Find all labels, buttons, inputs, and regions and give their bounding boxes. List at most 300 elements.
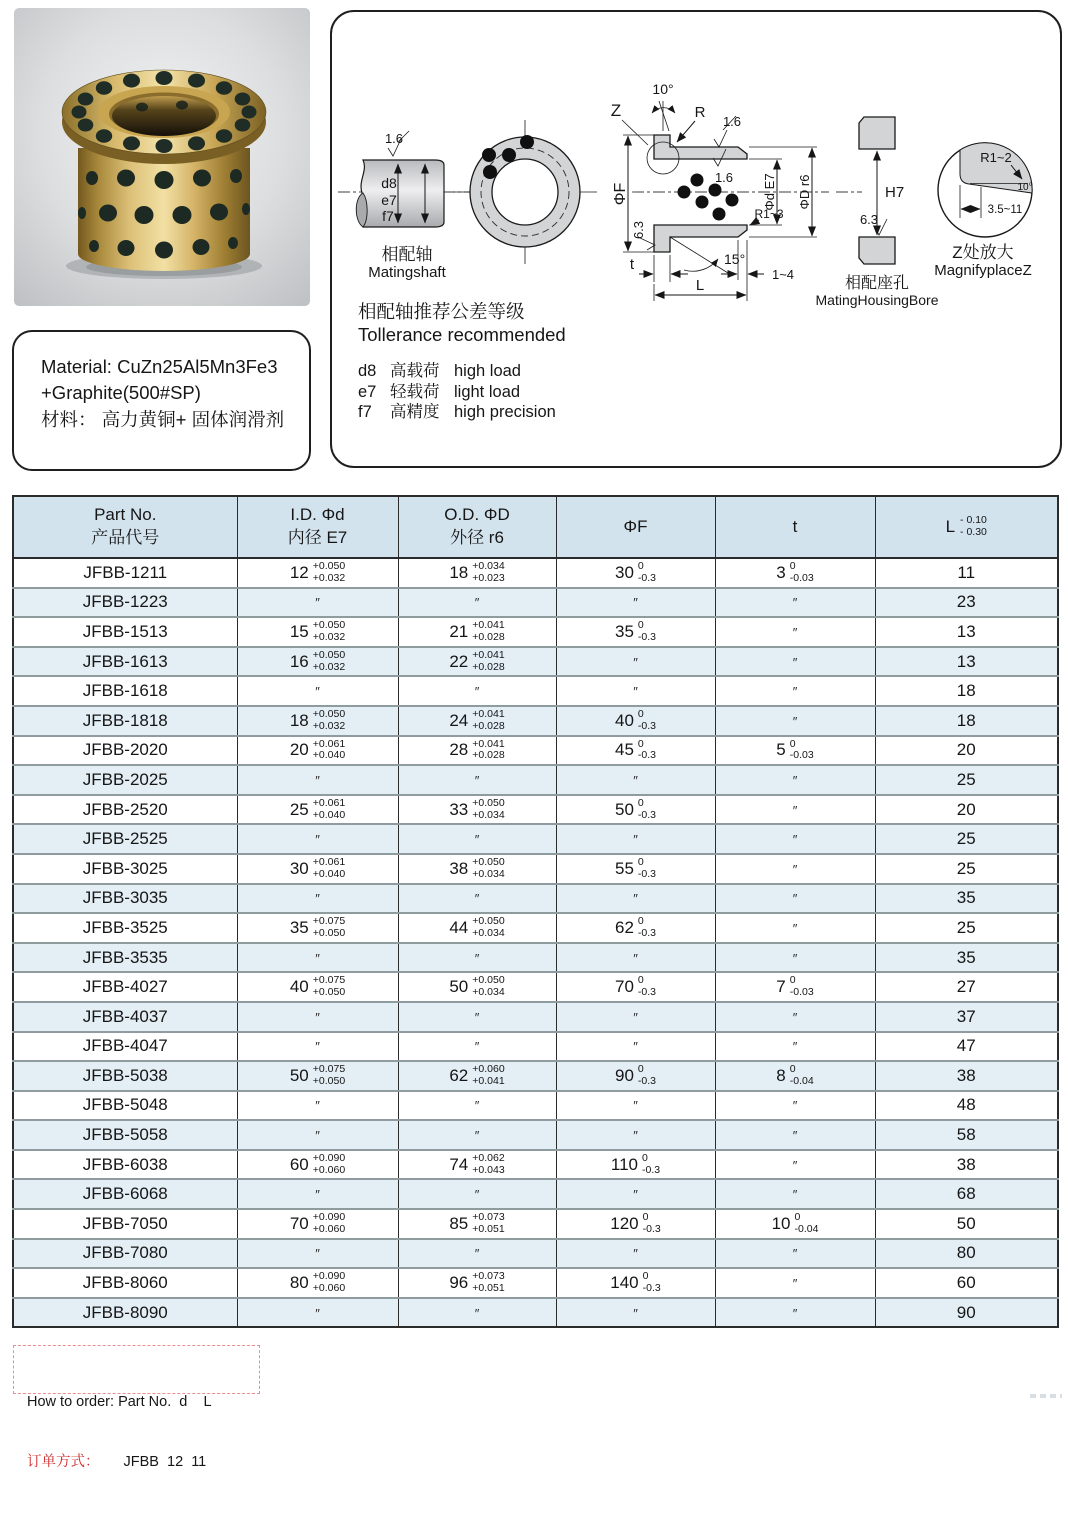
ditto-mark: ″ [474, 1098, 480, 1114]
part-no-cell: JFBB-2025 [13, 765, 237, 795]
tolerance-upper: 0 [642, 1151, 648, 1164]
od-cell [398, 1061, 556, 1091]
tolerance-upper: +0.050 [312, 708, 346, 721]
tolerance-lower: -0.3 [637, 926, 656, 939]
id-cell [237, 795, 398, 825]
dimension-value: 21 [449, 621, 469, 641]
cross-section-drawing [611, 81, 829, 301]
length-cell: 20 [875, 795, 1058, 825]
od-cell [398, 1091, 556, 1121]
tolerance-lower: -0.3 [637, 571, 656, 584]
f-cell [556, 795, 715, 825]
dimension-value: 62 [449, 1065, 469, 1085]
od-cell [398, 1239, 556, 1269]
od-cell [398, 943, 556, 973]
tolerance-lower: +0.032 [312, 719, 346, 732]
dimension-value: 70 [614, 977, 634, 997]
length-cell: 25 [875, 854, 1058, 884]
tolerance-upper: +0.073 [472, 1211, 505, 1224]
section-angle-top-label: 10° [652, 81, 674, 97]
tolerance-upper: 0 [637, 974, 644, 987]
od-cell [398, 854, 556, 884]
ditto-mark: ″ [792, 772, 798, 788]
tolerance-upper: 0 [637, 560, 644, 573]
f-cell [556, 706, 715, 736]
magnify-caption-zh: Z处放大 [952, 243, 1014, 262]
ditto-mark: ″ [792, 1187, 798, 1203]
tolerance-upper: +0.041 [472, 737, 505, 750]
id-cell [237, 706, 398, 736]
housing-caption-en: MatingHousingBore [815, 292, 939, 308]
id-cell [237, 617, 398, 647]
tolerance-lower: -0.3 [642, 1222, 661, 1235]
id-cell [237, 1120, 398, 1150]
od-cell [398, 558, 556, 588]
length-cell: 25 [875, 824, 1058, 854]
id-cell [237, 1091, 398, 1121]
bushing-photo-graphic [14, 8, 310, 306]
id-cell [237, 913, 398, 943]
tolerance-en: light load [454, 382, 521, 401]
od-cell [398, 765, 556, 795]
dimension-value: 7 [776, 977, 786, 997]
table-row [13, 588, 1058, 618]
tolerance-lower: +0.051 [472, 1282, 505, 1295]
shaft-d8-label: d8 [381, 175, 397, 191]
ditto-mark: ″ [474, 1009, 480, 1025]
ditto-mark: ″ [474, 595, 480, 611]
length-cell: 27 [875, 972, 1058, 1002]
ditto-mark: ″ [633, 1039, 638, 1055]
f-cell [556, 676, 715, 706]
tolerance-lower: -0.3 [637, 1074, 656, 1087]
col-header-l [875, 496, 1058, 558]
f-cell [556, 1061, 715, 1091]
od-cell [398, 676, 556, 706]
shaft-f7-label: f7 [382, 208, 394, 224]
material-line-2: +Graphite(500#SP) [41, 382, 201, 404]
tolerance-lower: +0.028 [472, 719, 505, 732]
f-cell [556, 1268, 715, 1298]
part-no-cell: JFBB-4027 [13, 972, 237, 1002]
part-no-cell: JFBB-7050 [13, 1209, 237, 1239]
t-cell [715, 1209, 875, 1239]
tolerance-upper: +0.041 [472, 708, 505, 721]
tolerance-lower: +0.034 [472, 867, 505, 880]
table-row [13, 647, 1058, 677]
tolerance-lower: -0.3 [637, 719, 656, 732]
tolerance-upper: +0.061 [312, 796, 346, 809]
id-cell [237, 588, 398, 618]
col-header-t [715, 496, 875, 558]
length-cell: 13 [875, 617, 1058, 647]
tolerance-lower: +0.050 [312, 1074, 346, 1087]
table-row [13, 795, 1058, 825]
dimension-value: 35 [289, 917, 309, 937]
id-cell [237, 1209, 398, 1239]
order-label-zh: 订单方式： [27, 1454, 100, 1471]
dimension-value: 55 [614, 858, 634, 878]
tolerance-upper: +0.041 [472, 619, 505, 632]
col-header-id [237, 496, 398, 558]
f-cell [556, 913, 715, 943]
f-cell [556, 647, 715, 677]
technical-drawing-box [330, 10, 1062, 468]
table-row [13, 1091, 1058, 1121]
tolerance-upper: +0.090 [312, 1211, 346, 1224]
ditto-mark: ″ [792, 1039, 798, 1055]
t-cell [715, 795, 875, 825]
part-no-cell: JFBB-6038 [13, 1150, 237, 1180]
tolerance-upper: +0.075 [312, 974, 346, 987]
page-number-remnant [1030, 1394, 1062, 1398]
tolerance-lower: -0.03 [789, 986, 814, 999]
ditto-mark: ″ [315, 832, 320, 848]
ditto-mark: ″ [792, 624, 798, 640]
tolerance-item [358, 361, 566, 382]
ditto-mark: ″ [633, 832, 638, 848]
ditto-mark: ″ [315, 1246, 320, 1262]
tolerance-upper: +0.050 [472, 855, 505, 868]
table-row [13, 558, 1058, 588]
dimension-value: 90 [614, 1065, 634, 1085]
f-cell [556, 558, 715, 588]
part-no-cell: JFBB-5048 [13, 1091, 237, 1121]
f-cell [556, 1298, 715, 1328]
t-cell [715, 1002, 875, 1032]
part-no-cell: JFBB-6068 [13, 1179, 237, 1209]
dimension-value: 62 [614, 917, 634, 937]
tolerance-lower: -0.03 [789, 571, 814, 584]
part-no-cell: JFBB-3535 [13, 943, 237, 973]
ditto-mark: ″ [633, 772, 638, 788]
tolerance-lower: +0.043 [472, 1163, 505, 1176]
tolerance-upper: +0.090 [312, 1270, 346, 1283]
part-no-cell: JFBB-7080 [13, 1239, 237, 1269]
tolerance-upper: 0 [789, 1063, 796, 1076]
dimension-value: 12 [289, 562, 309, 582]
length-cell: 25 [875, 765, 1058, 795]
t-cell [715, 706, 875, 736]
id-cell [237, 884, 398, 914]
t-cell [715, 824, 875, 854]
tolerance-lower: +0.028 [472, 749, 505, 762]
dimension-value: 40 [289, 977, 309, 997]
ditto-mark: ″ [474, 772, 480, 788]
od-cell [398, 1298, 556, 1328]
tolerance-lower: +0.060 [312, 1163, 346, 1176]
tolerance-lower: -0.3 [637, 630, 656, 643]
f-cell [556, 972, 715, 1002]
tolerance-lower: -0.04 [794, 1222, 819, 1235]
spec-table [12, 495, 1059, 1328]
ditto-mark: ″ [792, 1305, 798, 1321]
t-cell [715, 1120, 875, 1150]
id-cell [237, 1239, 398, 1269]
part-no-cell: JFBB-8090 [13, 1298, 237, 1328]
dimension-value: 50 [289, 1065, 309, 1085]
tolerance-upper: +0.075 [312, 915, 346, 928]
table-row [13, 1179, 1058, 1209]
table-row [13, 736, 1058, 766]
material-line-1: Material: CuZn25Al5Mn3Fe3 [41, 356, 278, 377]
col-header-f-label: ΦF [623, 516, 648, 536]
ditto-mark: ″ [474, 1305, 480, 1321]
ditto-mark: ″ [633, 684, 638, 700]
tolerance-grade: d8 [358, 362, 377, 381]
tolerance-lower: +0.034 [472, 986, 505, 999]
col-header-part-zh: 产品代号 [91, 528, 160, 547]
tolerance-upper: +0.050 [472, 796, 505, 809]
ditto-mark: ″ [633, 1009, 638, 1025]
f-cell [556, 884, 715, 914]
t-cell [715, 884, 875, 914]
tolerance-upper: +0.041 [472, 648, 505, 661]
tolerance-lower: -0.03 [789, 749, 814, 762]
f-cell [556, 617, 715, 647]
f-cell [556, 824, 715, 854]
dimension-value: 70 [289, 1213, 309, 1233]
section-angle-bottom-label: 15° [724, 251, 746, 267]
material-info-box [12, 330, 311, 471]
length-cell: 47 [875, 1032, 1058, 1062]
order-box [13, 1345, 260, 1471]
tolerance-lower: +0.050 [312, 926, 346, 939]
f-cell [556, 1032, 715, 1062]
ditto-mark: ″ [315, 1128, 320, 1144]
length-cell: 37 [875, 1002, 1058, 1032]
shaft-e7-label: e7 [381, 192, 397, 208]
tolerance-lower: -0.3 [642, 1282, 661, 1295]
tolerance-lower: -0.3 [642, 1163, 661, 1176]
ditto-mark: ″ [792, 950, 798, 966]
ditto-mark: ″ [633, 1098, 638, 1114]
f-cell [556, 1209, 715, 1239]
tolerance-upper: 0 [637, 619, 644, 632]
ditto-mark: ″ [315, 891, 320, 907]
dimension-value: 15 [289, 621, 309, 641]
length-cell: 35 [875, 943, 1058, 973]
tolerance-item [358, 382, 566, 403]
col-header-part-en: Part No. [94, 505, 157, 525]
f-cell [556, 1150, 715, 1180]
dimension-value: 74 [449, 1154, 469, 1174]
od-cell [398, 736, 556, 766]
ditto-mark: ″ [792, 832, 798, 848]
housing-caption-zh: 相配座孔 [844, 275, 910, 292]
t-cell [715, 1061, 875, 1091]
f-cell [556, 588, 715, 618]
magnify-range-note: 3.5~11 [987, 204, 1023, 216]
magnify-radius-note: R1~2 [980, 150, 1012, 165]
table-row [13, 1209, 1058, 1239]
dimension-value: 85 [449, 1213, 469, 1233]
dimension-value: 18 [449, 562, 469, 582]
length-cell: 13 [875, 647, 1058, 677]
tolerance-lower: +0.034 [472, 926, 505, 939]
length-cell: 18 [875, 676, 1058, 706]
col-header-id-zh: 内径 E7 [287, 528, 348, 547]
magnify-z-drawing [934, 143, 1032, 279]
t-cell [715, 1091, 875, 1121]
part-no-cell: JFBB-4037 [13, 1002, 237, 1032]
part-no-cell: JFBB-1223 [13, 588, 237, 618]
od-cell [398, 1120, 556, 1150]
id-cell [237, 1298, 398, 1328]
od-cell [398, 884, 556, 914]
length-cell: 90 [875, 1298, 1058, 1328]
tolerance-note [358, 300, 566, 423]
tolerance-lower: +0.040 [312, 867, 346, 880]
od-cell [398, 795, 556, 825]
t-cell [715, 676, 875, 706]
part-no-cell: JFBB-5058 [13, 1120, 237, 1150]
tolerance-en: high precision [454, 403, 556, 422]
dimension-value: 120 [610, 1213, 639, 1233]
t-cell [715, 736, 875, 766]
od-cell [398, 647, 556, 677]
f-cell [556, 1239, 715, 1269]
length-cell: 50 [875, 1209, 1058, 1239]
length-cell: 38 [875, 1150, 1058, 1180]
ditto-mark: ″ [792, 654, 798, 670]
tolerance-lower: +0.040 [312, 749, 346, 762]
tolerance-upper: +0.050 [312, 619, 346, 632]
ditto-mark: ″ [474, 1187, 480, 1203]
f-cell [556, 736, 715, 766]
tolerance-lower: +0.034 [472, 808, 505, 821]
ditto-mark: ″ [474, 891, 480, 907]
material-line-3: 材料： 高力黄铜+ 固体润滑剂 [41, 408, 285, 430]
id-cell [237, 1032, 398, 1062]
od-cell [398, 824, 556, 854]
table-row [13, 1150, 1058, 1180]
ditto-mark: ″ [792, 1276, 798, 1292]
id-cell [237, 1268, 398, 1298]
ditto-mark: ″ [633, 891, 638, 907]
id-cell [237, 676, 398, 706]
ditto-mark: ″ [474, 684, 480, 700]
ditto-mark: ″ [792, 891, 798, 907]
section-phiD-label: ΦD r6 [797, 174, 812, 210]
ditto-mark: ″ [792, 861, 798, 877]
section-rough-bore-label: 1.6 [714, 170, 734, 185]
front-view-drawing [453, 120, 597, 264]
f-cell [556, 1179, 715, 1209]
ditto-mark: ″ [315, 1305, 320, 1321]
tolerance-lower: +0.060 [312, 1222, 346, 1235]
table-row [13, 1061, 1058, 1091]
table-row [13, 765, 1058, 795]
section-phiF-label: ΦF [612, 182, 629, 206]
dimension-value: 50 [449, 977, 469, 997]
part-no-cell: JFBB-5038 [13, 1061, 237, 1091]
dimension-value: 50 [614, 799, 634, 819]
part-no-cell: JFBB-1513 [13, 617, 237, 647]
t-cell [715, 972, 875, 1002]
t-cell [715, 558, 875, 588]
section-rough-top-label: 1.6 [722, 114, 742, 129]
table-row [13, 1239, 1058, 1269]
od-cell [398, 617, 556, 647]
length-cell: 18 [875, 706, 1058, 736]
length-cell: 68 [875, 1179, 1058, 1209]
tolerance-upper: 0 [642, 1211, 649, 1224]
dimension-value: 30 [614, 562, 634, 582]
tolerance-upper: +0.050 [472, 974, 505, 987]
t-cell [715, 1268, 875, 1298]
tolerance-upper: 0 [789, 560, 796, 573]
table-row [13, 1268, 1058, 1298]
t-cell [715, 913, 875, 943]
tolerance-upper: 0 [637, 796, 644, 809]
od-cell [398, 588, 556, 618]
ditto-mark: ″ [792, 713, 798, 729]
tolerance-upper: +0.060 [472, 1063, 505, 1076]
od-cell [398, 913, 556, 943]
magnify-caption-en: MagnifyplaceZ [934, 262, 1032, 279]
f-cell [556, 1120, 715, 1150]
table-row [13, 824, 1058, 854]
id-cell [237, 824, 398, 854]
t-cell [715, 1179, 875, 1209]
od-cell [398, 1179, 556, 1209]
ditto-mark: ″ [792, 802, 798, 818]
tolerance-upper: +0.050 [472, 915, 505, 928]
tolerance-upper: +0.050 [312, 648, 346, 661]
product-photo [14, 8, 310, 306]
ditto-mark: ″ [792, 1009, 798, 1025]
tolerance-upper: 0 [794, 1211, 801, 1224]
od-cell [398, 1002, 556, 1032]
tolerance-lower: -0.3 [637, 867, 656, 880]
dimension-value: 3 [776, 562, 786, 582]
dimension-value: 38 [449, 858, 469, 878]
length-cell: 48 [875, 1091, 1058, 1121]
col-header-part [13, 496, 237, 558]
part-no-cell: JFBB-2020 [13, 736, 237, 766]
t-cell [715, 943, 875, 973]
housing-roughness-label: 6.3 [859, 212, 879, 227]
tolerance-zh: 高载荷 [390, 362, 440, 381]
ditto-mark: ″ [474, 950, 480, 966]
part-no-cell: JFBB-3525 [13, 913, 237, 943]
tolerance-lower: +0.023 [472, 571, 505, 584]
spec-table-body [13, 558, 1058, 1327]
tolerance-lower: +0.051 [472, 1222, 505, 1235]
ditto-mark: ″ [474, 1039, 480, 1055]
dimension-value: 30 [289, 858, 309, 878]
tolerance-lower: +0.032 [312, 660, 346, 673]
f-cell [556, 1091, 715, 1121]
section-chamfer-label: 1~4 [771, 267, 795, 282]
col-header-l-label: L [945, 516, 956, 536]
t-cell [715, 1150, 875, 1180]
dimension-value: 140 [610, 1273, 639, 1293]
id-cell [237, 647, 398, 677]
ditto-mark: ″ [792, 1128, 798, 1144]
length-cell: 35 [875, 884, 1058, 914]
ditto-mark: ″ [792, 1098, 798, 1114]
t-cell [715, 1298, 875, 1328]
part-no-cell: JFBB-1818 [13, 706, 237, 736]
tolerance-lower: -0.04 [789, 1074, 814, 1087]
od-cell [398, 706, 556, 736]
ditto-mark: ″ [315, 1187, 320, 1203]
dimension-value: 24 [449, 710, 469, 730]
t-cell [715, 647, 875, 677]
t-cell [715, 1032, 875, 1062]
